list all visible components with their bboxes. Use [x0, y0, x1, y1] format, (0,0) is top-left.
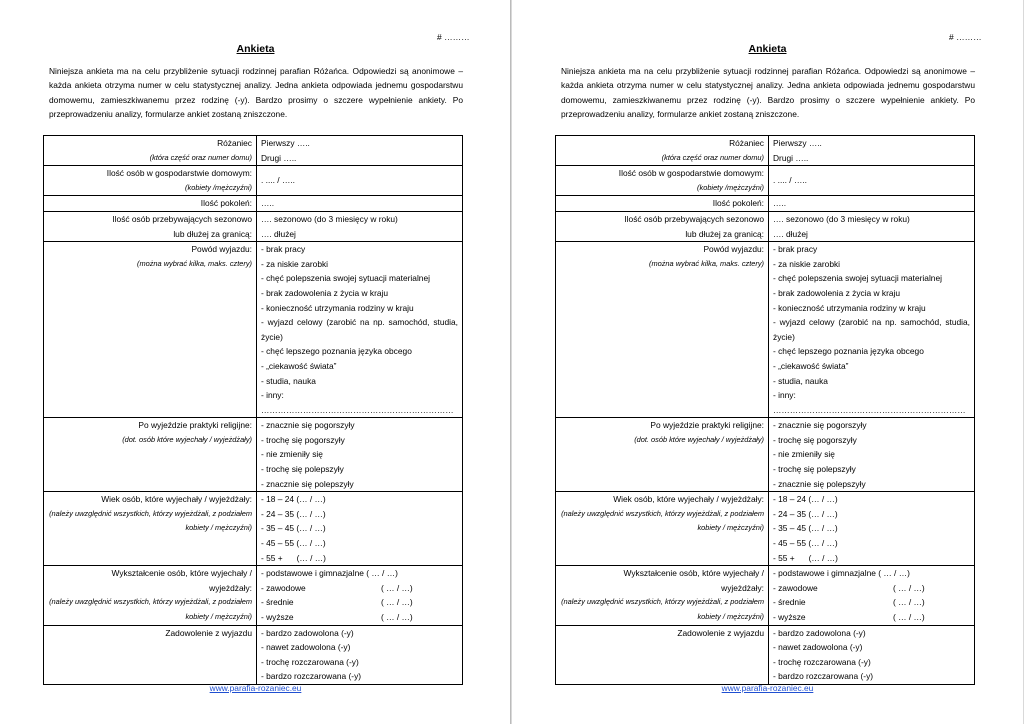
table-row: [44, 566, 463, 625]
table-row: [44, 625, 463, 684]
answer-option[interactable]: - nie zmieniły się: [773, 449, 835, 460]
answer-option[interactable]: - wyjazd celowy (zarobić na np. samochód, studia, życie): [773, 317, 970, 342]
question-cell: [556, 211, 769, 241]
answer-value: ( … / …): [878, 568, 910, 579]
intro-paragraph: Niniejsza ankieta ma na celu przybliżenie sytuacji rodzinnej parafian Różańca. Odpowiedzi są anonimowe – każda ankieta otrzyma numer w celu statystycznej analizy. Jedna ankieta odpowiada jednemu gospodarstwu domowemu, zamieszkiwanemu przez rodzinę (-y). Bardzo prosimy o szczere wypełnienie ankiety. Po przeprowadzeniu analizy, formularze ankiet zostaną zniszczone.: [561, 66, 975, 119]
question-label: Ilość pokoleń:: [200, 198, 252, 209]
answer-option[interactable]: - bardzo zadowolona (-y): [773, 627, 866, 638]
question-hint: (należy uwzględnić wszystkich, którzy wyjeżdżali, z podziałem kobiety / mężczyźni): [561, 597, 764, 621]
answer-option[interactable]: - 24 – 35 (… / …): [773, 508, 838, 519]
question-hint: (która część oraz numer domu): [149, 152, 252, 162]
answer-option[interactable]: - „ciekawość świata”: [773, 360, 849, 371]
answer-label: - zawodowe: [261, 582, 306, 593]
question-label: Różaniec: [729, 138, 764, 148]
table-row: [556, 166, 975, 196]
survey-page-left: [0, 0, 511, 724]
answer-option[interactable]: - znacznie się pogorszyły: [261, 420, 355, 431]
form-number: # ………: [949, 32, 982, 42]
question-label: Zadowolenie z wyjazdu: [165, 627, 252, 638]
question-hint: (należy uwzględnić wszystkich, którzy wyjeżdżali, z podziałem kobiety / mężczyźni): [49, 597, 252, 621]
answer-option[interactable]: [773, 595, 970, 610]
table-row: [556, 242, 975, 418]
answer-label: - zawodowe: [773, 582, 818, 593]
table-row: [44, 136, 463, 166]
question-hint: (kobiety /mężczyźni): [185, 182, 252, 192]
answer-option[interactable]: - chęć lepszego poznania języka obcego: [261, 346, 412, 357]
answer-cell[interactable]: [257, 492, 463, 566]
question-label: Po wyjeździe praktyki religijne:: [650, 420, 764, 431]
table-row: [556, 566, 975, 625]
answer-value: ( … / …): [381, 582, 413, 593]
answer-cell[interactable]: [769, 492, 975, 566]
answer-option[interactable]: [773, 610, 970, 625]
answer-option[interactable]: - 18 – 24 (… / …): [773, 494, 838, 505]
answer-value: ( … / …): [381, 612, 413, 622]
question-cell: [556, 418, 769, 492]
question-label: Powód wyjazdu:: [191, 244, 252, 255]
answer-option[interactable]: - za niskie zarobki: [773, 258, 841, 269]
answer-option[interactable]: - nawet zadowolona (-y): [261, 642, 351, 653]
answer-cell[interactable]: [257, 625, 463, 684]
table-row: [44, 242, 463, 418]
answer-option[interactable]: - trochę się pogorszyły: [773, 434, 857, 445]
answer-option[interactable]: - bardzo zadowolona (-y): [261, 627, 354, 638]
table-row: [44, 196, 463, 212]
answer-cell[interactable]: [769, 136, 975, 166]
answer-option[interactable]: - inny: ……………………………………………………………: [261, 390, 454, 415]
question-label: Powód wyjazdu:: [703, 244, 764, 255]
question-hint: (dot. osób które wyjechały / wyjeżdżały): [634, 434, 764, 444]
question-cell: [44, 166, 257, 196]
question-hint: (dot. osób które wyjechały / wyjeżdżały): [122, 434, 252, 444]
table-row: [556, 625, 975, 684]
answer-cell[interactable]: [257, 136, 463, 166]
answer-label: - wyższe: [261, 612, 294, 622]
footer-link[interactable]: www.parafia-rozaniec.eu: [209, 683, 302, 693]
question-cell: [44, 136, 257, 166]
answer-option[interactable]: - trochę się pogorszyły: [261, 434, 345, 445]
question-cell: [44, 566, 257, 625]
answer-option[interactable]: - trochę się polepszyły: [773, 464, 856, 475]
answer-option[interactable]: …. sezonowo (do 3 miesięcy w roku): [773, 213, 910, 224]
answer-option[interactable]: Drugi …..: [261, 152, 297, 163]
answer-option[interactable]: - znacznie się pogorszyły: [773, 420, 867, 431]
answer-cell[interactable]: [769, 211, 975, 241]
intro-paragraph: Niniejsza ankieta ma na celu przybliżenie sytuacji rodzinnej parafian Różańca. Odpowiedzi są anonimowe – każda ankieta otrzyma numer w celu statystycznej analizy. Jedna ankieta odpowiada jednemu gospodarstwu domowemu, zamieszkiwanemu przez rodzinę (-y). Bardzo prosimy o szczere wypełnienie ankiety. Po przeprowadzeniu analizy, formularze ankiet zostaną zniszczone.: [49, 66, 463, 119]
answer-label: - średnie: [773, 597, 806, 608]
question-cell: [556, 166, 769, 196]
answer-option[interactable]: - znacznie się polepszyły: [261, 478, 354, 489]
question-label: Wiek osób, które wyjechały / wyjeżdżały:: [101, 494, 252, 505]
answer-option[interactable]: - konieczność utrzymania rodziny w kraju: [261, 302, 414, 313]
answer-option[interactable]: - brak pracy: [773, 244, 818, 255]
answer-option[interactable]: - nie zmieniły się: [261, 449, 323, 460]
answer-option[interactable]: [261, 581, 458, 596]
answer-option[interactable]: - studia, nauka: [773, 375, 828, 386]
answer-cell[interactable]: [257, 211, 463, 241]
question-cell: [556, 492, 769, 566]
answer-cell[interactable]: [769, 566, 975, 625]
answer-value: ( … / …): [893, 597, 925, 608]
answer-label: - średnie: [261, 597, 294, 608]
answer-value: ( … / …): [366, 568, 398, 579]
answer-option[interactable]: - 55 + (… / …): [773, 552, 838, 563]
page-title: Ankieta: [236, 43, 275, 55]
answer-option[interactable]: [261, 610, 458, 625]
question-cell: [44, 625, 257, 684]
question-hint: (należy uwzględnić wszystkich, którzy wyjeżdżali, z podziałem kobiety / mężczyźni): [561, 508, 764, 533]
answer-option[interactable]: - 35 – 45 (… / …): [261, 523, 326, 534]
question-label: Zadowolenie z wyjazdu: [677, 627, 764, 638]
question-label: Różaniec: [217, 138, 252, 148]
question-hint: (można wybrać kilka, maks. cztery): [137, 258, 252, 268]
answer-option[interactable]: Pierwszy …..: [261, 138, 310, 148]
answer-option[interactable]: [773, 581, 970, 596]
answer-option[interactable]: - brak zadowolenia z życia w kraju: [773, 287, 901, 298]
answer-cell[interactable]: [257, 242, 463, 418]
answer-option[interactable]: - inny: ……………………………………………………………: [773, 390, 966, 415]
answer-option[interactable]: …. sezonowo (do 3 miesięcy w roku): [261, 213, 398, 224]
answer-option[interactable]: - chęć lepszego poznania języka obcego: [773, 346, 924, 357]
answer-option[interactable]: - trochę rozczarowana (-y): [261, 656, 359, 667]
question-cell: [44, 492, 257, 566]
answer-option[interactable]: - chęć polepszenia swojej sytuacji materialnej: [261, 273, 430, 284]
answer-option[interactable]: . .... / …..: [773, 175, 807, 186]
table-row: [556, 492, 975, 566]
table-row: [556, 211, 975, 241]
answer-label: - podstawowe i gimnazjalne: [773, 568, 876, 579]
answer-option[interactable]: - bardzo rozczarowana (-y): [773, 671, 874, 682]
answer-cell[interactable]: [257, 418, 463, 492]
answer-option[interactable]: - trochę się polepszyły: [261, 464, 344, 475]
answer-option[interactable]: - 45 – 55 (… / …): [261, 538, 326, 549]
answer-option[interactable]: [261, 566, 458, 581]
answer-option[interactable]: - brak pracy: [261, 244, 306, 255]
question-label: lub dłużej za granicą:: [173, 228, 252, 239]
answer-option[interactable]: …. dłużej: [773, 228, 808, 239]
answer-option[interactable]: - wyjazd celowy (zarobić na np. samochód, studia, życie): [261, 317, 458, 342]
answer-option[interactable]: - konieczność utrzymania rodziny w kraju: [773, 302, 926, 313]
question-cell: [556, 196, 769, 212]
answer-option[interactable]: …..: [773, 198, 787, 209]
answer-option[interactable]: [261, 595, 458, 610]
answer-value: ( … / …): [893, 582, 925, 593]
question-label: Ilość osób w gospodarstwie domowym:: [618, 168, 764, 179]
question-cell: [44, 211, 257, 241]
answer-option[interactable]: [773, 566, 970, 581]
form-number: # ………: [437, 32, 470, 42]
question-label: Wykształcenie osób, które wyjechały /: [623, 568, 764, 579]
answer-cell[interactable]: [769, 196, 975, 212]
question-cell: [556, 242, 769, 418]
footer-link[interactable]: www.parafia-rozaniec.eu: [721, 683, 814, 693]
answer-cell[interactable]: [769, 625, 975, 684]
table-row: [556, 136, 975, 166]
answer-option[interactable]: - bardzo rozczarowana (-y): [261, 671, 362, 682]
table-row: [44, 418, 463, 492]
answer-label: - wyższe: [773, 612, 806, 622]
question-label: Ilość pokoleń:: [712, 198, 764, 209]
answer-option[interactable]: - trochę rozczarowana (-y): [773, 656, 871, 667]
answer-option[interactable]: - „ciekawość świata”: [261, 360, 337, 371]
question-cell: [44, 242, 257, 418]
table-row: [44, 492, 463, 566]
answer-cell[interactable]: [769, 418, 975, 492]
question-hint: (należy uwzględnić wszystkich, którzy wyjeżdżali, z podziałem kobiety / mężczyźni): [49, 508, 252, 533]
answer-option[interactable]: - chęć polepszenia swojej sytuacji materialnej: [773, 273, 942, 284]
survey-table: [555, 135, 975, 685]
question-label: wyjeżdżały:: [721, 582, 764, 593]
answer-cell[interactable]: [257, 166, 463, 196]
question-label: Po wyjeździe praktyki religijne:: [138, 420, 252, 431]
answer-option[interactable]: …. dłużej: [261, 228, 296, 239]
answer-option[interactable]: - nawet zadowolona (-y): [773, 642, 863, 653]
answer-option[interactable]: - brak zadowolenia z życia w kraju: [261, 287, 389, 298]
question-hint: (kobiety /mężczyźni): [697, 182, 764, 192]
question-label: Ilość osób przebywających sezonowo: [112, 213, 252, 224]
answer-option[interactable]: - 18 – 24 (… / …): [261, 494, 326, 505]
survey-page-right: [512, 0, 1023, 724]
question-label: wyjeżdżały:: [209, 582, 252, 593]
answer-option[interactable]: . .... / …..: [261, 175, 295, 186]
answer-cell[interactable]: [257, 566, 463, 625]
survey-table: [43, 135, 463, 685]
question-cell: [556, 566, 769, 625]
answer-value: ( … / …): [381, 597, 413, 608]
answer-option[interactable]: - znacznie się polepszyły: [773, 478, 866, 489]
answer-cell[interactable]: [769, 242, 975, 418]
question-label: Wiek osób, które wyjechały / wyjeżdżały:: [613, 494, 764, 505]
table-row: [556, 196, 975, 212]
answer-option[interactable]: - za niskie zarobki: [261, 258, 329, 269]
question-label: lub dłużej za granicą:: [685, 228, 764, 239]
answer-option[interactable]: - 35 – 45 (… / …): [773, 523, 838, 534]
question-cell: [556, 625, 769, 684]
table-row: [44, 211, 463, 241]
answer-cell[interactable]: [769, 166, 975, 196]
answer-option[interactable]: - 55 + (… / …): [261, 552, 326, 563]
answer-label: - podstawowe i gimnazjalne: [261, 568, 364, 579]
question-label: Ilość osób przebywających sezonowo: [624, 213, 764, 224]
answer-cell[interactable]: [257, 196, 463, 212]
question-hint: (która część oraz numer domu): [661, 152, 764, 162]
question-hint: (można wybrać kilka, maks. cztery): [649, 258, 764, 268]
answer-option[interactable]: - studia, nauka: [261, 375, 316, 386]
answer-option[interactable]: Drugi …..: [773, 152, 809, 163]
answer-option[interactable]: Pierwszy …..: [773, 138, 822, 148]
answer-option[interactable]: - 24 – 35 (… / …): [261, 508, 326, 519]
answer-value: ( … / …): [893, 612, 925, 622]
question-cell: [44, 196, 257, 212]
question-label: Ilość osób w gospodarstwie domowym:: [106, 168, 252, 179]
question-cell: [556, 136, 769, 166]
answer-option[interactable]: - 45 – 55 (… / …): [773, 538, 838, 549]
table-row: [44, 166, 463, 196]
page-title: Ankieta: [748, 43, 787, 55]
question-cell: [44, 418, 257, 492]
answer-option[interactable]: …..: [261, 198, 275, 209]
table-row: [556, 418, 975, 492]
question-label: Wykształcenie osób, które wyjechały /: [111, 568, 252, 579]
